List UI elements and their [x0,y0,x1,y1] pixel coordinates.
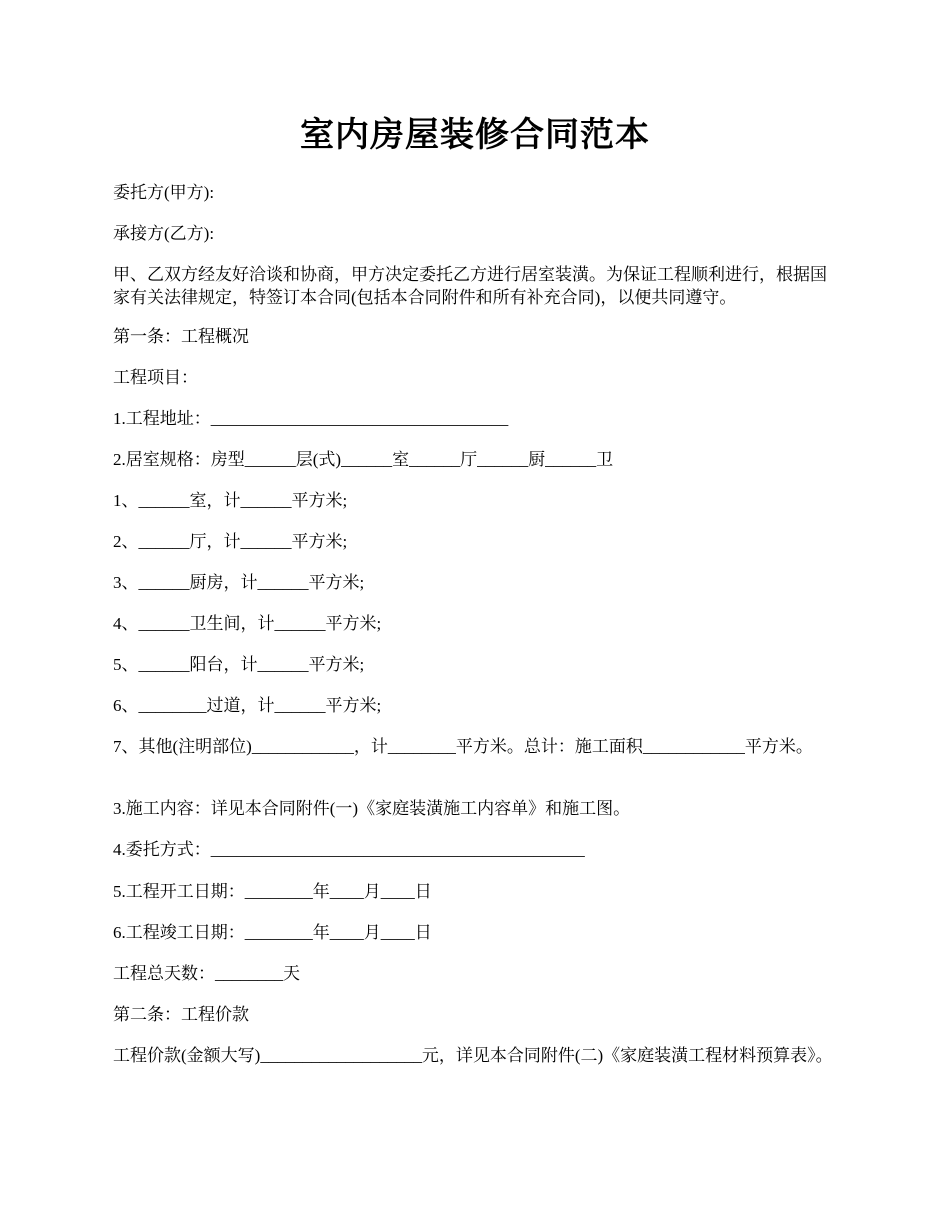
client-party-line: 委托方(甲方): [113,183,215,202]
project-price-paragraph: 工程价款(金额大写)___________________元，详见本合同附件(二)《家庭装潢工程材料预算表》。 [113,1046,833,1065]
contractor-party-line: 承接方(乙方): [113,224,215,243]
other-area-item: 7、其他(注明部位)____________，计________平方米。总计：施工面积____________平方米。 [113,737,813,756]
bathroom-area-item: 4、______卫生间，计______平方米; [113,614,382,633]
hall-area-item: 2、______厅，计______平方米; [113,532,348,551]
project-address-line: 1.工程地址：___________________________________ [113,409,509,428]
construction-content-line: 3.施工内容：详见本合同附件(一)《家庭装潢施工内容单》和施工图。 [113,799,631,818]
project-items-label: 工程项目： [113,368,198,387]
corridor-area-item: 6、________过道，计______平方米; [113,696,382,715]
total-days-line: 工程总天数：________天 [113,964,300,983]
article-two-heading: 第二条：工程价款 [113,1005,249,1024]
balcony-area-item: 5、______阳台，计______平方米; [113,655,365,674]
article-one-heading: 第一条：工程概况 [113,327,249,346]
document-title: 室内房屋装修合同范本 [300,117,650,154]
preamble-paragraph: 甲、乙双方经友好洽谈和协商，甲方决定委托乙方进行居室装潢。为保证工程顺利进行，根据国家有关法律规定，特签订本合同(包括本合同附件和所有补充合同)，以便共同遵守。 [113,265,827,307]
start-date-line: 5.工程开工日期：________年____月____日 [113,882,432,901]
room-area-item: 1、______室，计______平方米; [113,491,348,510]
completion-date-line: 6.工程竣工日期：________年____月____日 [113,923,432,942]
commission-method-line: 4.委托方式：____________________________________________ [113,840,585,859]
kitchen-area-item: 3、______厨房，计______平方米; [113,573,365,592]
room-specification-line: 2.居室规格：房型______层(式)______室______厅______厨______卫 [113,450,614,469]
